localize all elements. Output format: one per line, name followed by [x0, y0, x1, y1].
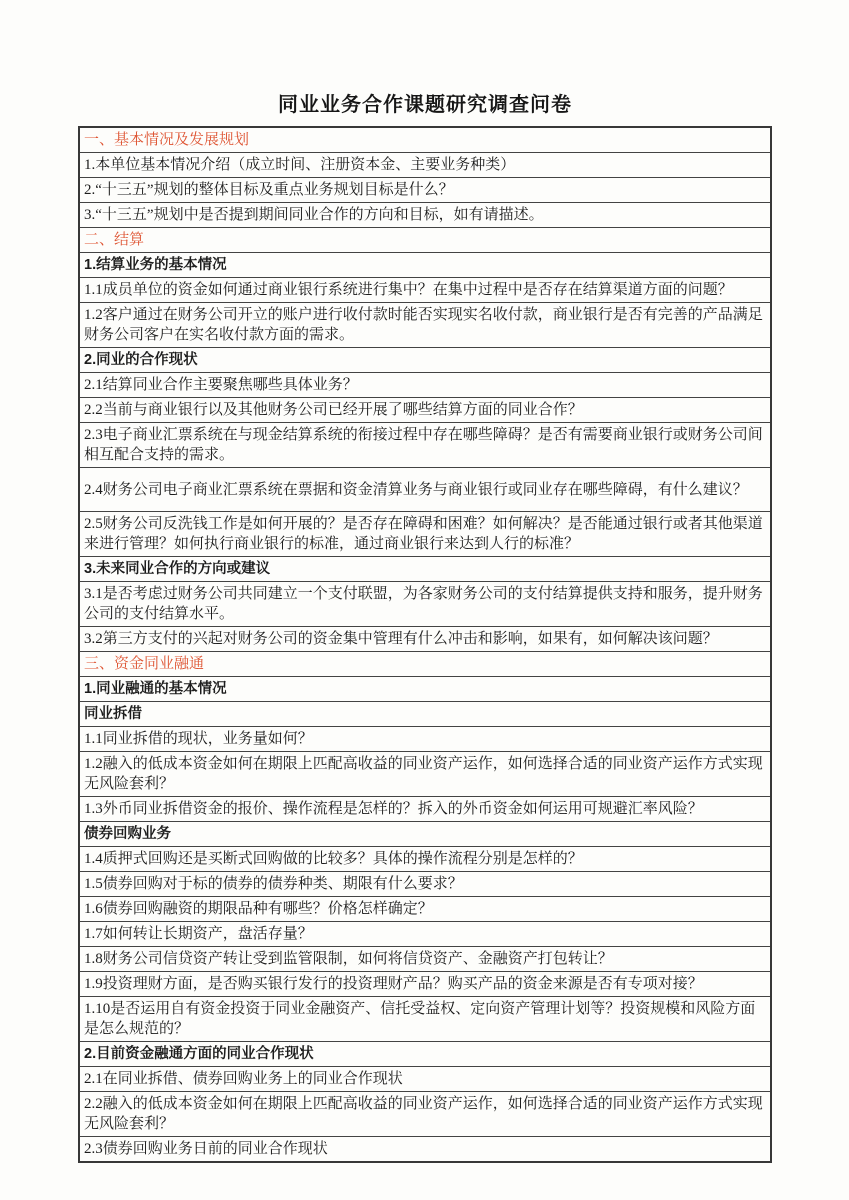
- question-row: [79, 303, 771, 348]
- question-row: [79, 1137, 771, 1163]
- question-text: 1.5债券回购对于标的债券的债券种类、期限有什么要求？: [79, 872, 771, 897]
- question-row: [79, 1092, 771, 1137]
- question-row: [79, 1067, 771, 1092]
- question-text: 3.1是否考虑过财务公司共同建立一个支付联盟，为各家财务公司的支付结算提供支持和服务，提升财务公司的支付结算水平。: [79, 582, 771, 627]
- question-row: [79, 512, 771, 557]
- question-row: [79, 847, 771, 872]
- question-text: 1.6债券回购融资的期限品种有哪些？价格怎样确定？: [79, 897, 771, 922]
- question-text: 2.1在同业拆借、债券回购业务上的同业合作现状: [79, 1067, 771, 1092]
- questionnaire-table: [78, 126, 772, 1163]
- question-text: 1.8财务公司信贷资产转让受到监管限制，如何将信贷资产、金融资产打包转让？: [79, 947, 771, 972]
- section-header-label: 二、结算: [79, 228, 771, 253]
- question-text: 3.“十三五”规划中是否提到期间同业合作的方向和目标，如有请描述。: [79, 203, 771, 228]
- question-text: 1.3外币同业拆借资金的报价、操作流程是怎样的？拆入的外币资金如何运用可规避汇率风险？: [79, 797, 771, 822]
- document-title: 同业业务合作课题研究调查问卷: [278, 94, 572, 116]
- subsection-label: 债券回购业务: [79, 822, 771, 847]
- subsection-row: [79, 677, 771, 702]
- question-text: 1.1同业拆借的现状，业务量如何？: [79, 727, 771, 752]
- subsection-row: [79, 253, 771, 278]
- subsection-label: 1.同业融通的基本情况: [79, 677, 771, 702]
- question-row: [79, 922, 771, 947]
- section-header-label: 三、资金同业融通: [79, 652, 771, 677]
- question-row: [79, 582, 771, 627]
- question-row: [79, 727, 771, 752]
- subsection-label: 1.结算业务的基本情况: [79, 253, 771, 278]
- question-text: 1.7如何转让长期资产，盘活存量？: [79, 922, 771, 947]
- question-text: 1.9投资理财方面，是否购买银行发行的投资理财产品？购买产品的资金来源是否有专项对接？: [79, 972, 771, 997]
- question-text: 2.3债券回购业务日前的同业合作现状: [79, 1137, 771, 1163]
- questionnaire-table-body: [79, 127, 771, 1162]
- question-row: [79, 997, 771, 1042]
- question-row: [79, 872, 771, 897]
- section-header-row: [79, 127, 771, 153]
- subsection-label: 同业拆借: [79, 702, 771, 727]
- question-text: 1.2客户通过在财务公司开立的账户进行收付款时能否实现实名收付款，商业银行是否有完善的产品满足财务公司客户在实名收付款方面的需求。: [79, 303, 771, 348]
- subsection-label: 2.目前资金融通方面的同业合作现状: [79, 1042, 771, 1067]
- question-row: [79, 752, 771, 797]
- question-row: [79, 947, 771, 972]
- question-row: [79, 972, 771, 997]
- question-row: [79, 423, 771, 468]
- question-row: [79, 373, 771, 398]
- section-header-row: [79, 228, 771, 253]
- question-text: 2.“十三五”规划的整体目标及重点业务规划目标是什么？: [79, 178, 771, 203]
- question-row: [79, 797, 771, 822]
- question-text: 1.4质押式回购还是买断式回购做的比较多？具体的操作流程分别是怎样的？: [79, 847, 771, 872]
- question-row: [79, 178, 771, 203]
- question-row: [79, 278, 771, 303]
- subsection-row: [79, 348, 771, 373]
- section-header-row: [79, 652, 771, 677]
- question-text: 2.1结算同业合作主要聚焦哪些具体业务？: [79, 373, 771, 398]
- subsection-label: 3.未来同业合作的方向或建议: [79, 557, 771, 582]
- question-row: [79, 627, 771, 652]
- question-row: [79, 203, 771, 228]
- question-row: [79, 398, 771, 423]
- question-row: [79, 468, 771, 512]
- subsection-row: [79, 822, 771, 847]
- question-text: 1.10是否运用自有资金投资于同业金融资产、信托受益权、定向资产管理计划等？投资规模和风险方面是怎么规范的？: [79, 997, 771, 1042]
- subsection-row: [79, 702, 771, 727]
- question-text: 3.2第三方支付的兴起对财务公司的资金集中管理有什么冲击和影响，如果有，如何解决该问题？: [79, 627, 771, 652]
- section-header-label: 一、基本情况及发展规划: [79, 127, 771, 153]
- question-text: 1.本单位基本情况介绍（成立时间、注册资本金、主要业务种类）: [79, 153, 771, 178]
- subsection-row: [79, 1042, 771, 1067]
- question-row: [79, 153, 771, 178]
- question-row: [79, 897, 771, 922]
- question-text: 2.4财务公司电子商业汇票系统在票据和资金清算业务与商业银行或同业存在哪些障碍，有什么建议？: [79, 468, 771, 512]
- question-text: 2.3电子商业汇票系统在与现金结算系统的衔接过程中存在哪些障碍？是否有需要商业银行或财务公司间相互配合支持的需求。: [79, 423, 771, 468]
- document-content: [78, 88, 772, 1163]
- question-text: 2.2当前与商业银行以及其他财务公司已经开展了哪些结算方面的同业合作？: [79, 398, 771, 423]
- question-text: 2.5财务公司反洗钱工作是如何开展的？是否存在障碍和困难？如何解决？是否能通过银行或者其他渠道来进行管理？如何执行商业银行的标准，通过商业银行来达到人行的标准？: [79, 512, 771, 557]
- question-text: 1.2融入的低成本资金如何在期限上匹配高收益的同业资产运作，如何选择合适的同业资产运作方式实现无风险套利？: [79, 752, 771, 797]
- subsection-label: 2.同业的合作现状: [79, 348, 771, 373]
- question-text: 1.1成员单位的资金如何通过商业银行系统进行集中？在集中过程中是否存在结算渠道方面的问题？: [79, 278, 771, 303]
- question-text: 2.2融入的低成本资金如何在期限上匹配高收益的同业资产运作，如何选择合适的同业资产运作方式实现无风险套利？: [79, 1092, 771, 1137]
- subsection-row: [79, 557, 771, 582]
